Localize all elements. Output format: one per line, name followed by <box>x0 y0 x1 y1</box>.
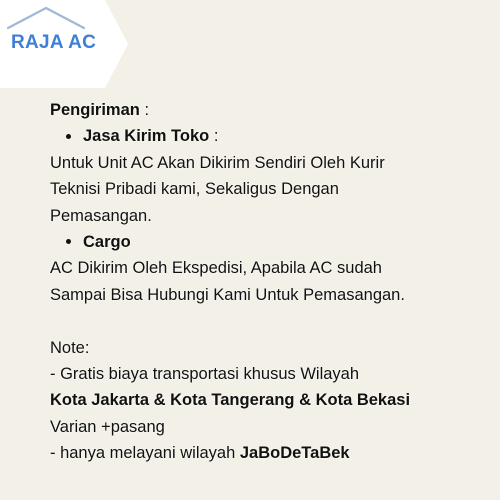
bullet1-text-line3: Pemasangan. <box>50 206 152 225</box>
spacer <box>50 308 490 334</box>
bullet2-text-line1: AC Dikirim Oleh Ekspedisi, Apabila AC sudah <box>50 259 382 278</box>
logo-panel <box>0 0 130 88</box>
bullet1-text-line2: Teknisi Pribadi kami, Sekaligus Dengan <box>50 180 339 199</box>
shipping-heading: Pengiriman <box>50 101 140 119</box>
shipping-heading-line <box>50 97 490 123</box>
note-line4-prefix: - hanya melayani wilayah <box>50 444 240 463</box>
bullet-item-cargo <box>50 229 490 255</box>
note-line3-variant: Varian +pasang <box>50 417 165 436</box>
bullet1-text-line1: Untuk Unit AC Akan Dikirim Sendiri Oleh Kurir <box>50 153 385 172</box>
bullet1-title: Jasa Kirim Toko <box>83 127 210 146</box>
shipping-heading-colon: : <box>139 101 150 119</box>
note-line4-region: JaBoDeTaBek <box>239 444 350 463</box>
bullet2-title: Cargo <box>83 232 131 251</box>
note-heading: Note: <box>50 338 90 357</box>
bullet1-colon: : <box>209 127 219 146</box>
product-shipping-info <box>50 97 490 466</box>
brand-logo-text: RAJA AC <box>11 32 97 53</box>
note-line1: - Gratis biaya transportasi khusus Wilayah <box>50 364 360 383</box>
note-line2-cities: Kota Jakarta & Kota Tangerang & Kota Bekasi <box>50 391 411 410</box>
note-line4 <box>50 440 490 466</box>
bullet-dot-icon <box>66 134 71 139</box>
bullet2-text-line2: Sampai Bisa Hubungi Kami Untuk Pemasangan. <box>50 285 405 304</box>
bullet-item-jasa-kirim-toko <box>50 123 490 149</box>
bullet-dot-icon <box>66 239 71 244</box>
